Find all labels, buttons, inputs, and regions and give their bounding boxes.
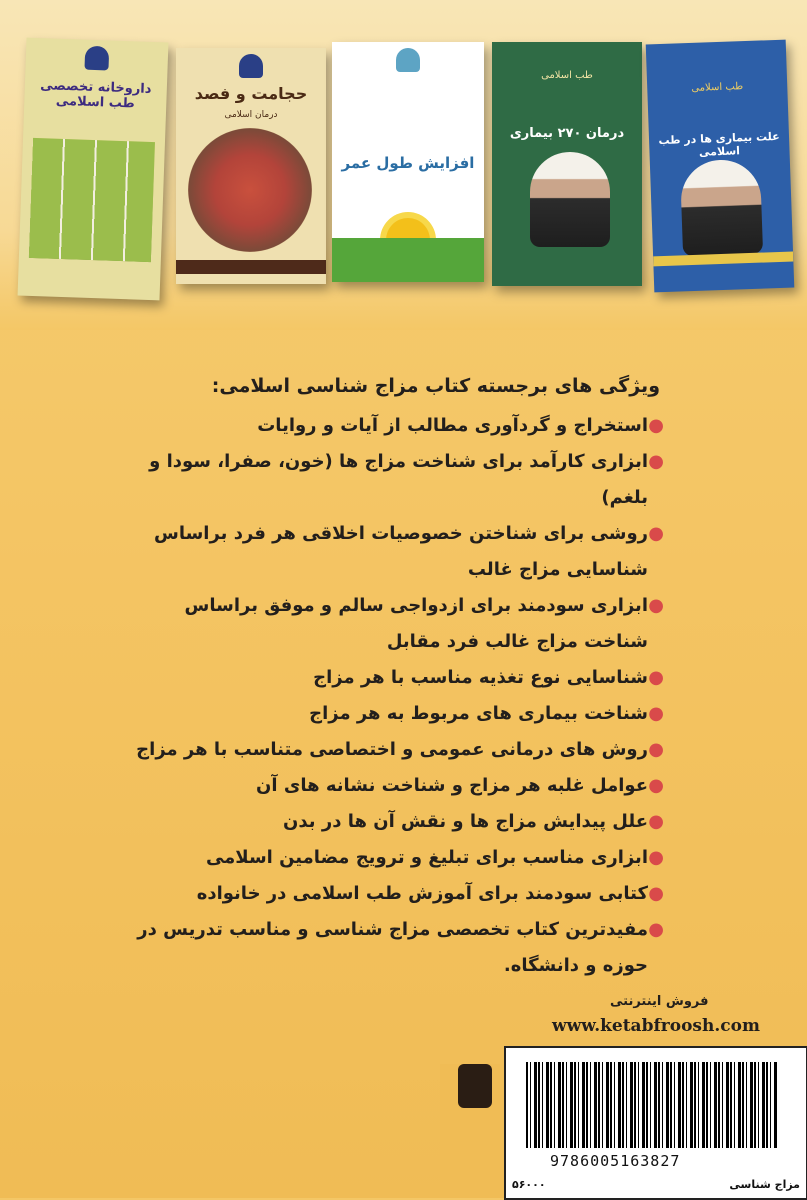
bullet-icon: ● [648,415,664,436]
miniature-illustration [188,128,312,252]
grass-band [332,238,484,282]
features-heading: ویژگی های برجسته کتاب مزاج شناسی اسلامی: [211,375,660,397]
book-title: حجامت و فصد [194,84,308,103]
book-title: علت بیماری ها در طب اسلامی [658,129,780,159]
list-item: ● ابزاری کارآمد برای شناخت مزاج ها (خون، صفرا، سودا و بلغم) [120,444,660,516]
emblem-icon [239,54,263,78]
book-cover-270-diseases [492,42,642,286]
cover-band [653,252,793,267]
bullet-icon: ● [648,739,664,760]
bullet-icon: ● [648,919,664,940]
bullet-icon: ● [648,667,664,688]
barcode-sticker [504,1046,807,1200]
emblem-icon [84,46,109,71]
publisher-logo [440,1064,500,1184]
list-item: ● روشی برای شناختن خصوصیات اخلاقی هر فرد براساس شناسایی مزاج غالب [120,516,660,588]
barcode-icon [526,1062,778,1148]
book-title: افزایش طول عمر [341,154,475,172]
bullet-icon: ● [648,523,664,544]
price-label: ۵۶۰۰۰ [512,1178,546,1191]
emblem-icon [396,48,420,72]
book-subtitle: درمان اسلامی [224,110,278,120]
author-portrait [680,159,763,257]
bullet-icon: ● [648,451,664,472]
features-list [120,408,664,984]
author-portrait [530,152,610,247]
book-cover-cupping [176,48,326,284]
book-title: درمان ۲۷۰ بیماری [509,126,625,141]
bullet-icon: ● [648,811,664,832]
book-cover-pharmacy [18,38,169,301]
cover-band [176,260,326,274]
shop-url-link[interactable]: www.ketabfroosh.com [552,1016,760,1036]
book-cover-disease-causes [646,40,795,293]
list-item: ● ابزاری سودمند برای ازدواجی سالم و موفق براساس شناخت مزاج غالب فرد مقابل [120,588,660,660]
features-section [120,372,664,984]
bullet-icon: ● [648,595,664,616]
bullet-icon: ● [648,703,664,724]
bullet-icon: ● [648,883,664,904]
list-item: ● مفیدترین کتاب تخصصی مزاج شناسی و مناسب تدریس در حوزه و دانشگاه. [120,912,660,984]
list-item: ● شناخت بیماری های مربوط به هر مزاج [120,696,660,732]
book-showcase [0,0,807,330]
list-item: ● شناسایی نوع تغذیه مناسب با هر مزاج [120,660,660,696]
series-label: طب اسلامی [541,70,593,81]
list-item: ● روش های درمانی عمومی و اختصاصی متناسب با هر مزاج [120,732,660,768]
series-label: طب اسلامی [691,81,744,94]
publisher-logo-icon [458,1064,492,1108]
list-item: ● علل پیدایش مزاج ها و نقش آن ها در بدن [120,804,660,840]
herbs-illustration [29,138,155,262]
list-item: ● استخراج و گردآوری مطالب از آیات و روایات [120,408,660,444]
bullet-icon: ● [648,775,664,796]
bullet-icon: ● [648,847,664,868]
list-item: ● عوامل غلبه هر مزاج و شناخت نشانه های آن [120,768,660,804]
list-item: ● کتابی سودمند برای آموزش طب اسلامی در خانواده [120,876,660,912]
online-shop-label: فروش اینترنتی [610,994,709,1009]
book-title: داروخانه تخصصی طب اسلامی [39,78,152,112]
list-item: ● ابزاری مناسب برای تبلیغ و ترویج مضامین اسلامی [120,840,660,876]
book-cover-longevity [332,42,484,282]
sticker-title: مزاج شناسی [729,1178,800,1191]
isbn-number: 9786005163827 [550,1152,681,1170]
